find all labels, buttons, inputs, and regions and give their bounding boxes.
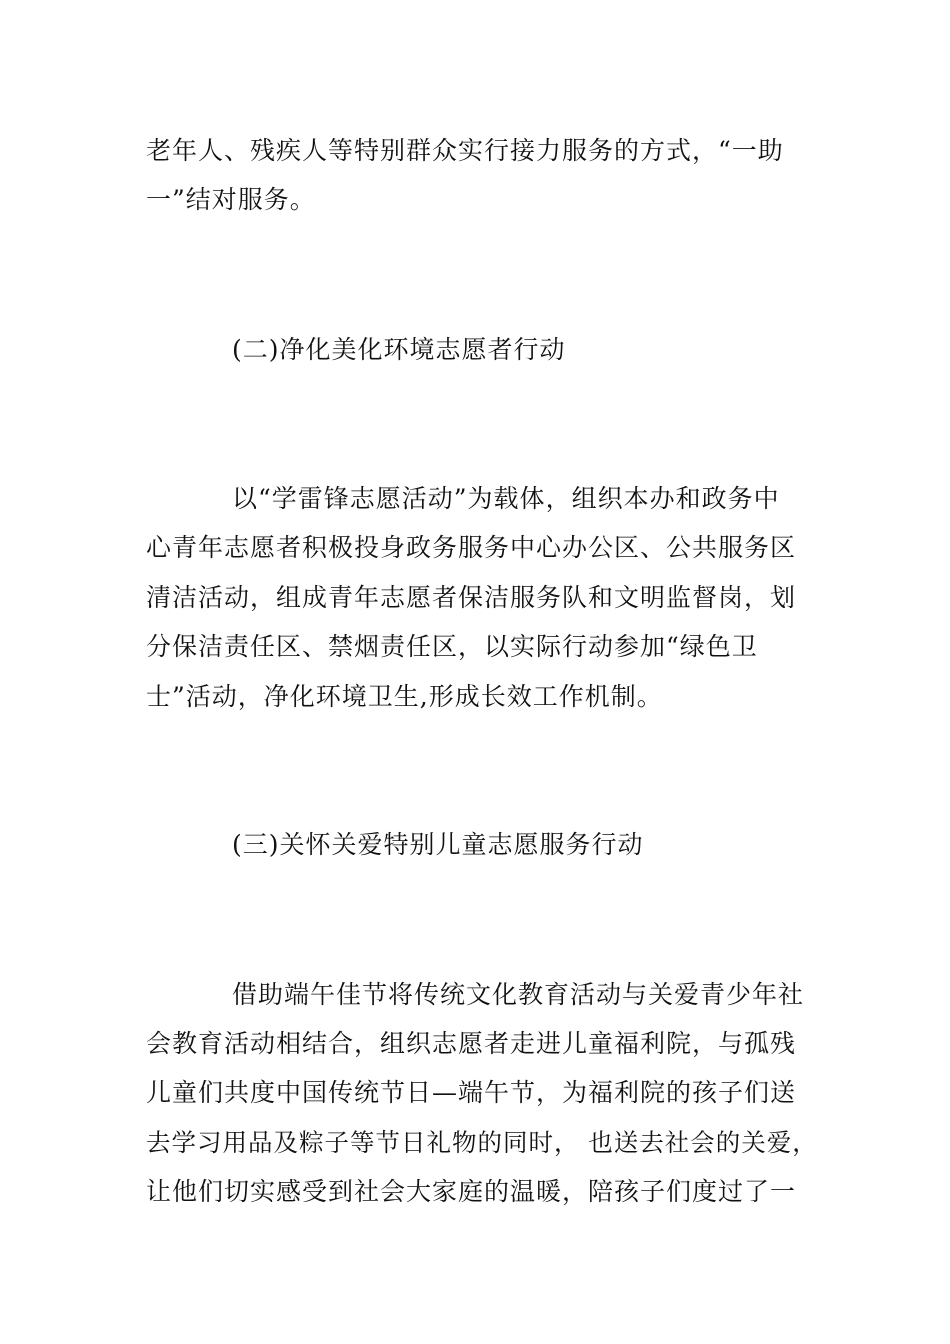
paragraph-3-line-2: 会教育活动相结合，组织志愿者走进儿童福利院，与孤残	[146, 1029, 797, 1058]
paragraph-1-line-2: 一”结对服务。	[146, 185, 316, 214]
paragraph-2-line-3: 清洁活动，组成青年志愿者保洁服务队和文明监督岗，划	[146, 583, 797, 612]
paragraph-3-line-3: 儿童们共度中国传统节日—端午节，为福利院的孩子们送	[146, 1078, 797, 1107]
paragraph-3-line-1: 借助端午佳节将传统文化教育活动与关爱青少年社	[232, 980, 805, 1009]
paragraph-3-line-4: 去学习用品及粽子等节日礼物的同时， 也送去社会的关爱，	[146, 1128, 818, 1157]
paragraph-2-line-1: 以“学雷锋志愿活动”为载体，组织本办和政务中	[232, 484, 780, 513]
section-heading-2: (二)净化美化环境志愿者行动	[232, 335, 566, 364]
paragraph-2-line-2: 心青年志愿者积极投身政务服务中心办公区、公共服务区	[146, 533, 797, 562]
section-heading-3: (三)关怀关爱特别儿童志愿服务行动	[232, 830, 644, 859]
paragraph-2-line-5: 士”活动，净化环境卫生,形成长效工作机制。	[146, 682, 663, 711]
paragraph-3-line-5: 让他们切实感受到社会大家庭的温暖，陪孩子们度过了一	[146, 1177, 797, 1206]
paragraph-1-line-1: 老年人、残疾人等特别群众实行接力服务的方式，“一助	[146, 136, 784, 165]
paragraph-2-line-4: 分保洁责任区、禁烟责任区，以实际行动参加“绿色卫	[146, 632, 758, 661]
